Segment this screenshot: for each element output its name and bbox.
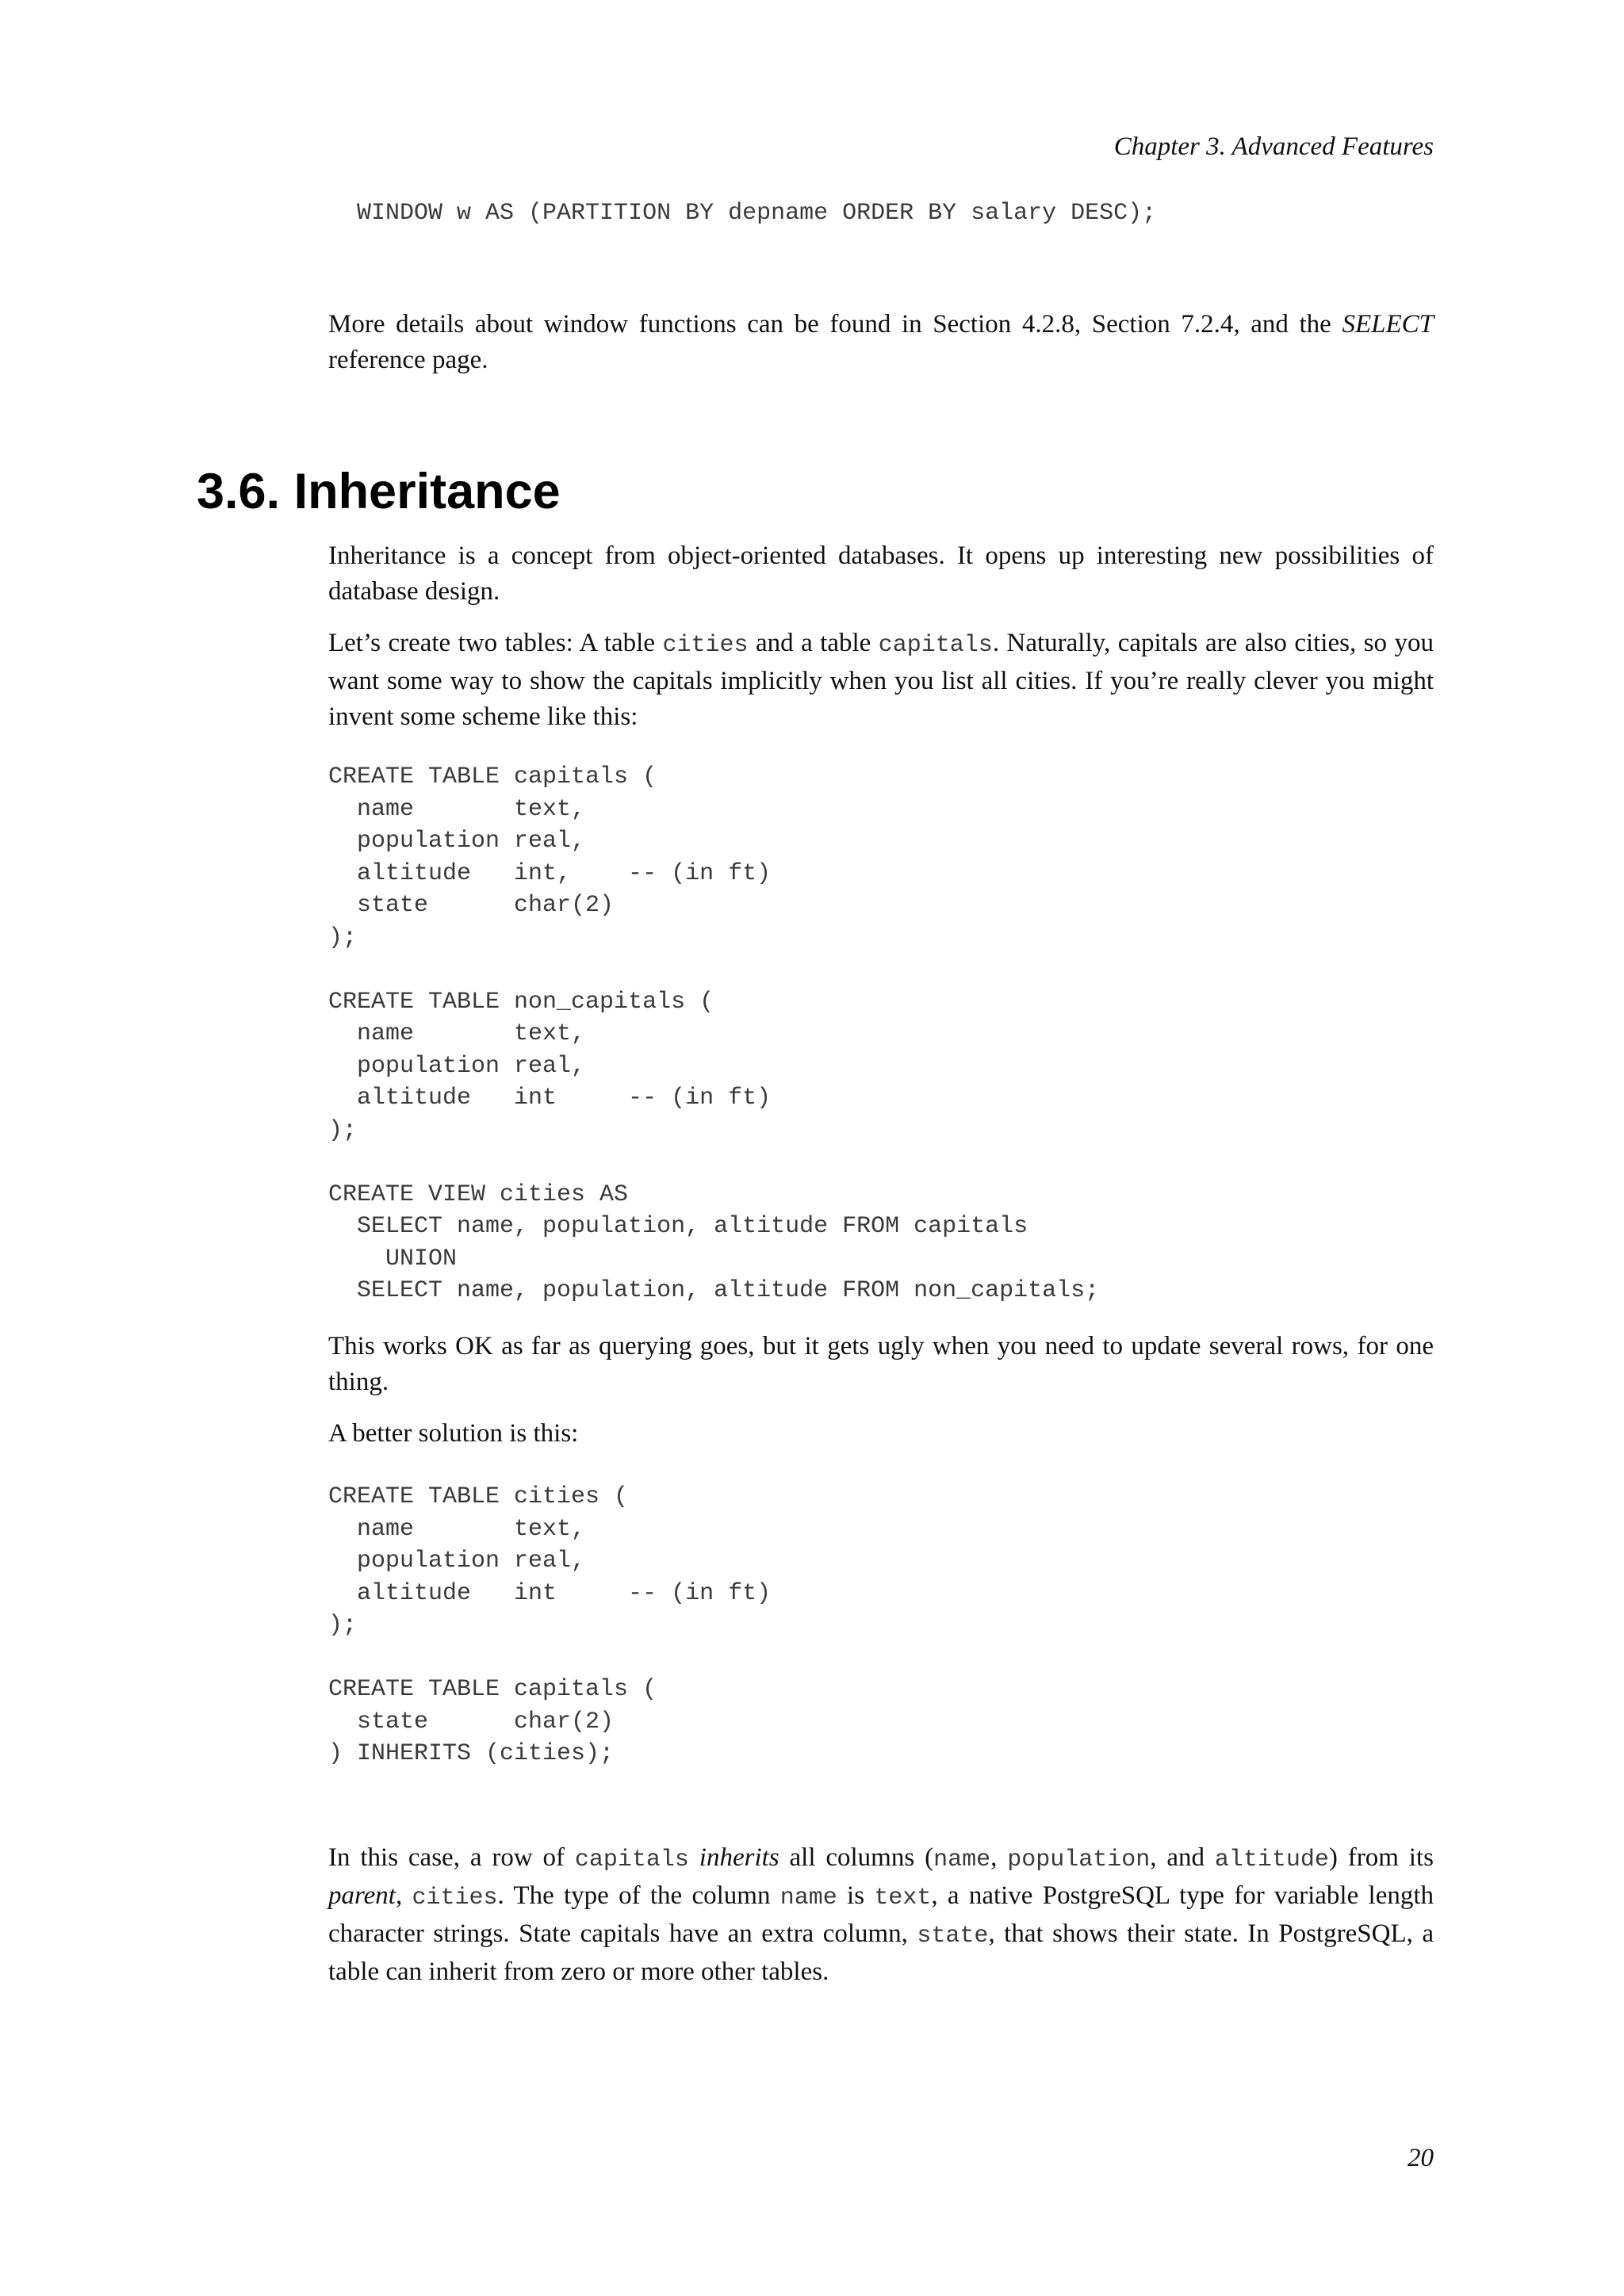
text: all columns ( [779, 1843, 934, 1872]
text: , [990, 1843, 1008, 1872]
text: In this case, a row of [328, 1843, 575, 1872]
paragraph-works-ok: This works OK as far as querying goes, but it gets ugly when you need to update several rows, for one thing. [328, 1332, 1434, 1396]
text: , a native PostgreSQL type for variable length character strings. State capitals have an extra column, [328, 1881, 1434, 1948]
text: and a table [748, 629, 879, 657]
section-heading: 3.6. Inheritance [197, 464, 561, 519]
text: reference page. [328, 346, 488, 374]
paragraph-intro: Inheritance is a concept from object-oriented databases. It opens up interesting new possibilities of database design. [328, 541, 1434, 606]
text: . Naturally, capitals are also cities, so you want some way to show the capitals implicitly when you list all cities. If you’re really clever you might invent some scheme like this: [328, 629, 1434, 731]
inline-code: name [779, 1885, 837, 1911]
select-reference-emphasis: SELECT [1342, 310, 1434, 339]
inline-code: name [933, 1846, 991, 1873]
inline-code: capitals [574, 1846, 689, 1873]
inline-code: cities [412, 1885, 498, 1911]
inline-code: cities [662, 632, 749, 659]
inline-code: capitals [878, 632, 993, 659]
text: , [395, 1881, 412, 1910]
inline-code: text [874, 1885, 932, 1911]
paragraph-better-solution: A better solution is this: [328, 1419, 579, 1448]
running-header: Chapter 3. Advanced Features [1113, 132, 1434, 161]
page-number: 20 [1408, 2144, 1434, 2172]
emphasis: inherits [699, 1843, 779, 1872]
inline-code: altitude [1214, 1846, 1329, 1873]
emphasis: parent [328, 1881, 396, 1910]
text: , that shows their state. In PostgreSQL, a table can inherit from zero or more other tables. [328, 1919, 1434, 1986]
code-scheme: CREATE TABLE capitals ( name text, population real, altitude int, -- (in ft) state char(2) ); CREATE TABLE non_capitals ( name text, population real, altitude int -- (in ft) ); CREATE VIEW cities AS SELECT name, population, altitude FROM capitals UNION SELECT name, population, altitude FROM non_capitals; [328, 763, 1100, 1304]
paragraph-create-tables [328, 626, 1434, 735]
paragraph-more-details [328, 307, 1434, 378]
text: . The type of the column [497, 1881, 780, 1910]
text: , and [1150, 1843, 1215, 1872]
code-window-clause: WINDOW w AS (PARTITION BY depname ORDER BY salary DESC); [328, 200, 1157, 227]
inline-code: state [917, 1923, 989, 1950]
text [689, 1843, 699, 1872]
text: ) from its [1328, 1843, 1434, 1872]
code-better-solution: CREATE TABLE cities ( name text, population real, altitude int -- (in ft) ); CREATE TABLE capitals ( state char(2) ) INHERITS (cities); [328, 1483, 772, 1767]
paragraph-inheritance-explanation [328, 1840, 1434, 1990]
text: Let’s create two tables: A table [328, 629, 663, 657]
text: More details about window functions can be found in Section 4.2.8, Section 7.2.4, and the [328, 310, 1342, 339]
text: is [837, 1881, 875, 1910]
inline-code: population [1007, 1846, 1151, 1873]
